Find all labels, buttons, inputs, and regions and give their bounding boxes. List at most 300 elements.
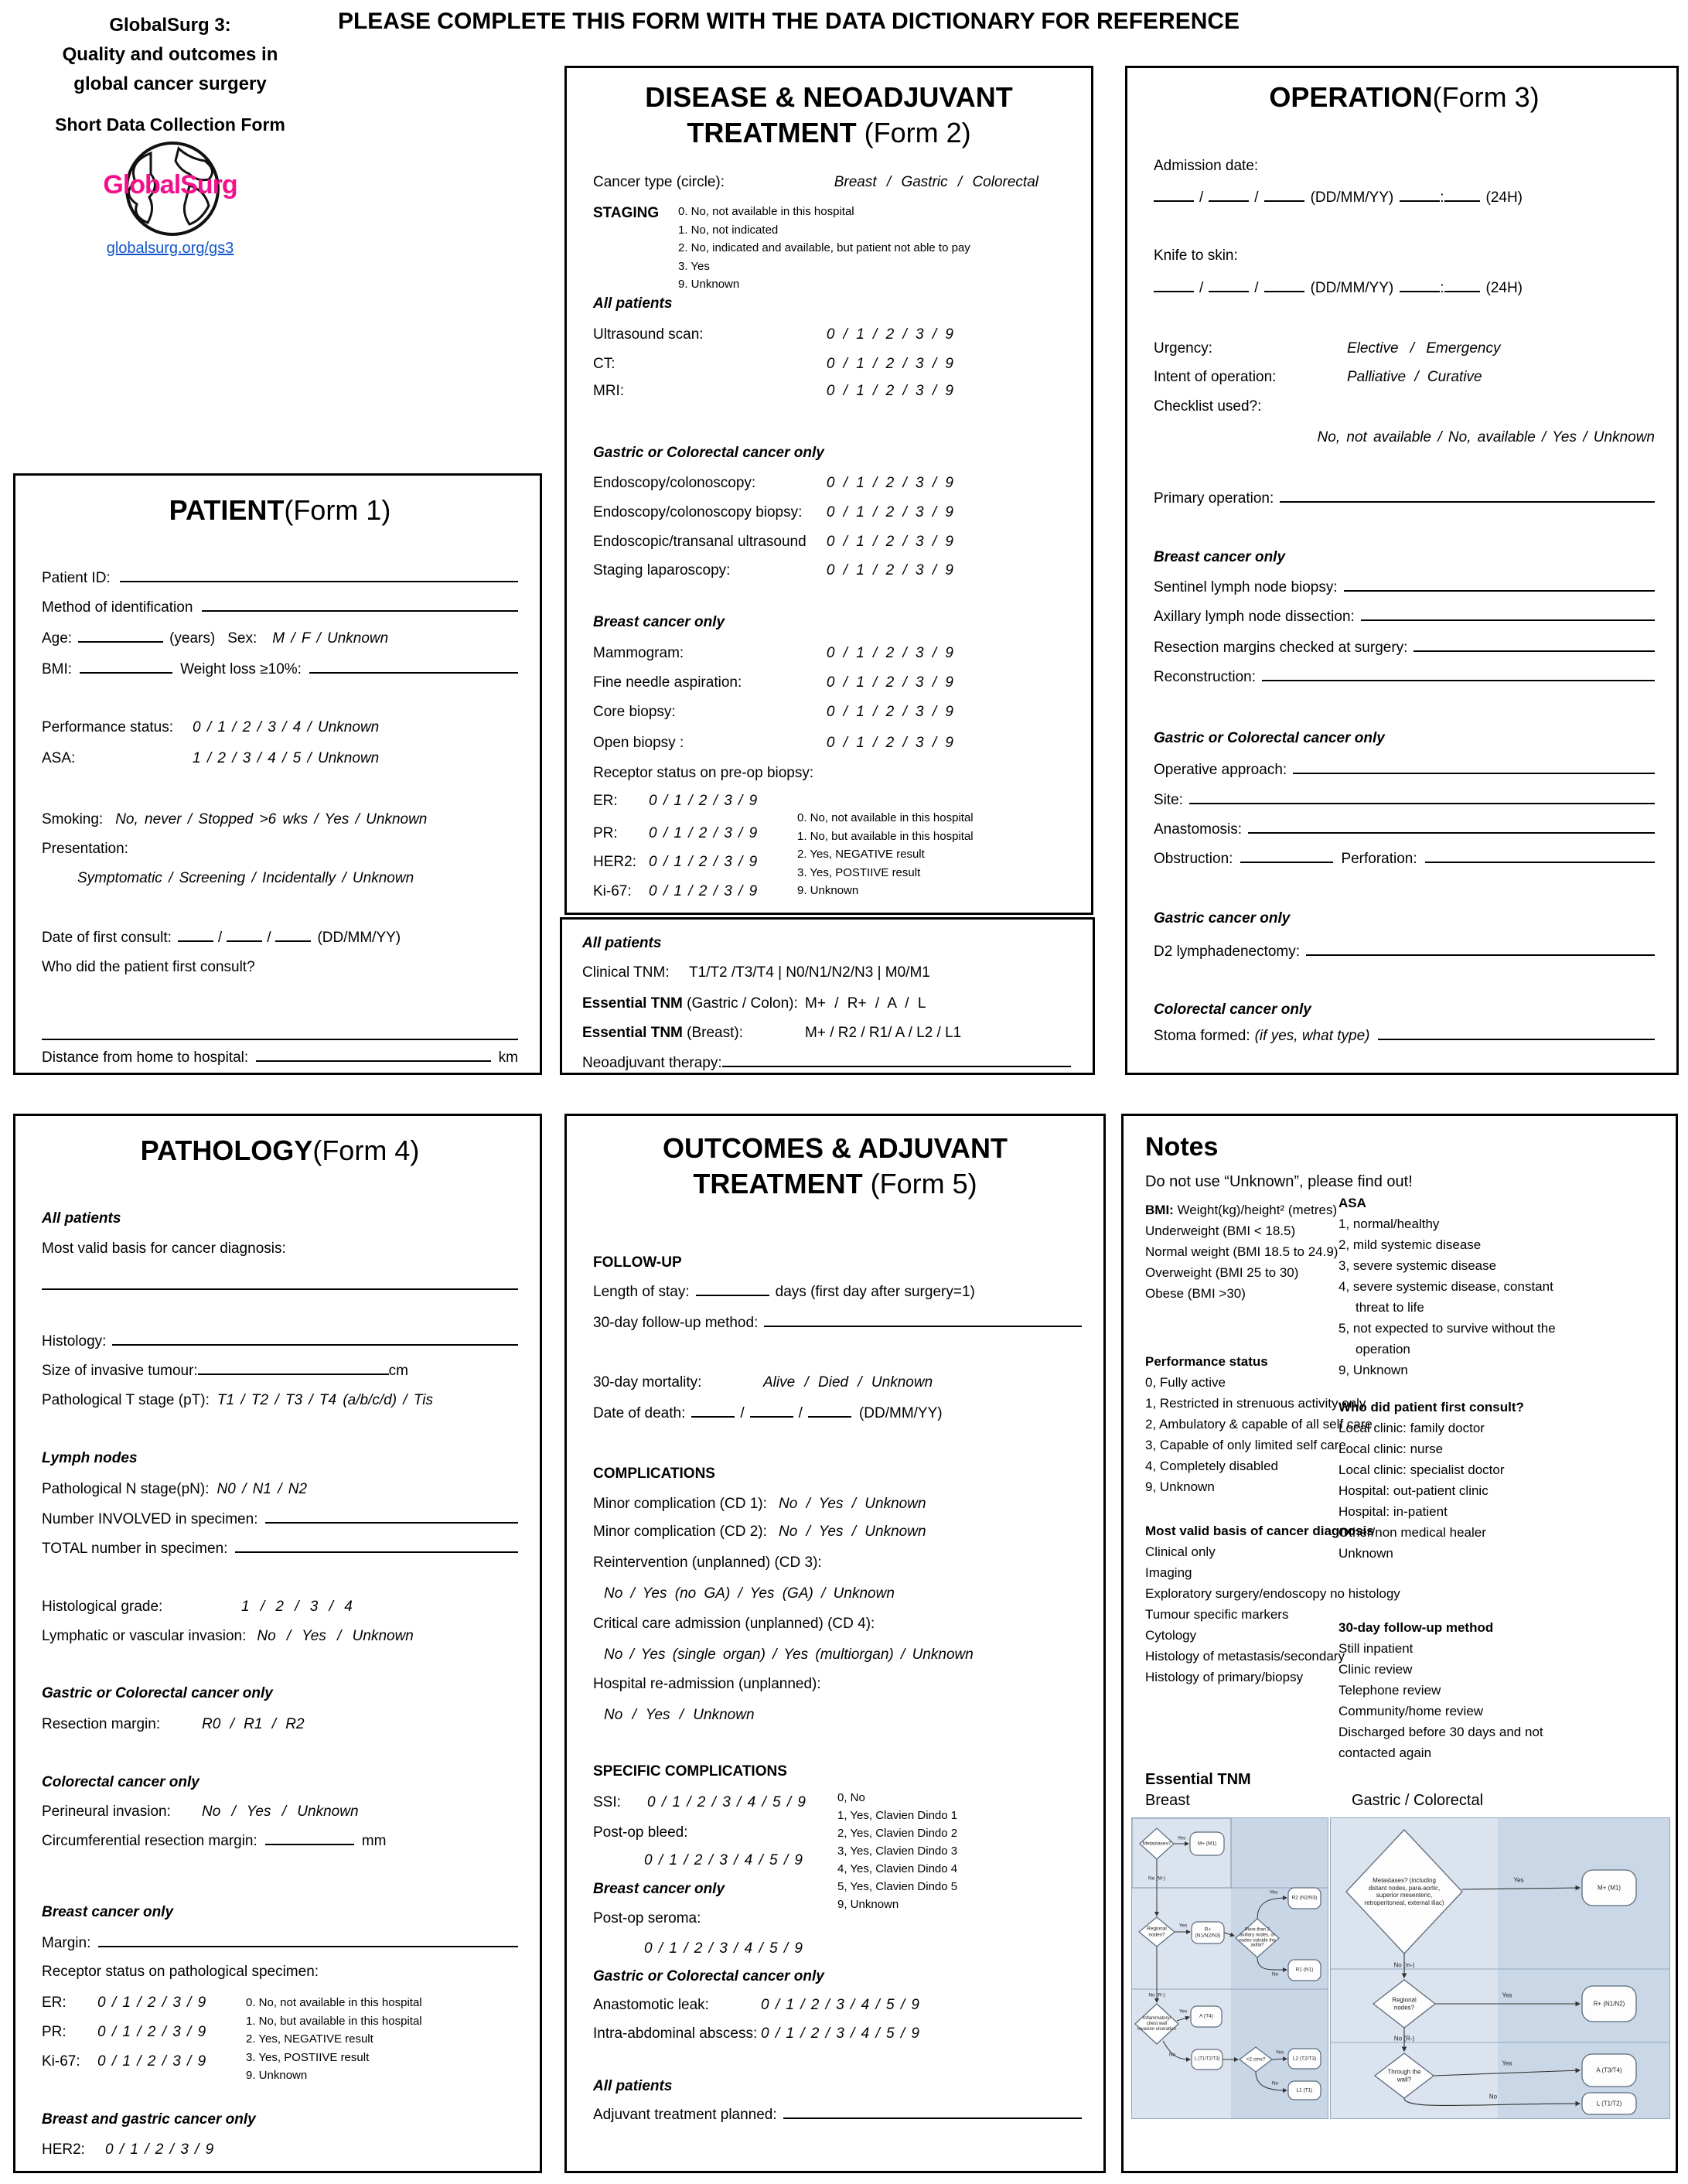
cd2-options[interactable]: No / Yes / Unknown [779,1524,926,1540]
form1-title [42,493,518,527]
death-year-blank[interactable] [808,1406,851,1418]
note-item: 3, severe systemic disease [1338,1258,1497,1273]
admission-hour-blank[interactable] [1400,190,1440,202]
weight-loss-blank[interactable] [309,662,518,674]
cancer-type-row [593,172,1069,193]
date-sep: / [740,1405,745,1421]
age-blank[interactable] [78,631,163,643]
her2-label: HER2: [593,854,636,870]
margins-checked-row [1154,637,1655,659]
neoadjuvant-row [582,1053,1071,1074]
receptor-legend-line: 9. Unknown [246,2069,308,2082]
grade-row [42,1596,518,1618]
perineural-options[interactable]: No / Yes / Unknown [202,1804,359,1820]
form3-gastric-only-header [1154,908,1655,930]
postop-bleed-options[interactable]: 0 / 1 / 2 / 3 / 4 / 5 / 9 [644,1852,803,1868]
reconstruction-blank[interactable] [1262,670,1655,681]
date-format: (DD/MM/YY) [1310,280,1394,296]
receptor-legend-line: 3. Yes, POSTIIVE result [246,2050,370,2064]
breast-q-metastases: Metastases? [1142,1841,1171,1847]
fna-options[interactable]: 0 / 1 / 2 / 3 / 9 [826,674,953,691]
mammogram-label: Mammogram: [593,645,684,661]
clavien-legend-line: 0, No [837,1791,865,1804]
patient-id-blank[interactable] [120,571,518,582]
involved-label: Number INVOLVED in specimen: [42,1511,258,1527]
note-item: Clinic review [1338,1662,1413,1677]
note-item: Hospital: in-patient [1338,1504,1448,1519]
receptor-legend-line: 3. Yes, POSTIIVE result [797,865,921,879]
death-month-blank[interactable] [750,1406,793,1418]
tnm-gastric-label: Gastric / Colorectal [1352,1792,1484,1809]
date-of-death-label: Date of death: [593,1405,686,1421]
endoscopy-biopsy-options[interactable]: 0 / 1 / 2 / 3 / 9 [826,504,953,520]
knife-label: Knife to skin: [1154,247,1238,264]
note-item: Local clinic: specialist doctor [1338,1462,1505,1477]
pr-options[interactable]: 0 / 1 / 2 / 3 / 9 [97,2024,206,2040]
open-biopsy-options[interactable]: 0 / 1 / 2 / 3 / 9 [826,735,953,751]
involved-blank[interactable] [265,1512,518,1524]
knife-date-row [1154,278,1655,299]
ssi-options[interactable]: 0 / 1 / 2 / 3 / 4 / 5 / 9 [647,1794,806,1810]
receptor-legend [797,809,974,900]
breast-result-r2: R2 (N2/N3) [1291,1895,1318,1901]
form5-gastric-header [593,1966,1082,1988]
note-item: Overweight (BMI 25 to 30) [1145,1265,1299,1280]
consult-year-blank[interactable] [275,930,311,942]
length-of-stay-suffix: days (first day after surgery=1) [775,1284,975,1300]
globalsurg-link[interactable]: globalsurg.org/gs3 [106,240,234,257]
breast-q-axillary: More than 3 axillary nodes, or nodes outside the axilla? [1239,1927,1276,1948]
breast-only-label: Breast cancer only [593,1881,725,1897]
ct-label: CT: [593,356,616,372]
time-format: (24H) [1485,280,1523,296]
primary-operation-blank[interactable] [1280,491,1655,503]
essential-tnm-bold: Essential TNM [582,1025,683,1041]
ki67-label: Ki-67: [42,2053,80,2070]
method-row [42,597,518,619]
axillary-row [1154,606,1655,628]
basis-title: Most valid basis of cancer diagnosis [1145,1524,1374,1538]
consult-month-blank[interactable] [227,930,262,942]
tumour-size-row [42,1360,408,1382]
admission-minute-blank[interactable] [1444,190,1480,202]
lvi-label: Lymphatic or vascular invasion: [42,1628,247,1644]
er-options[interactable]: 0 / 1 / 2 / 3 / 9 [649,793,758,809]
histology-blank[interactable] [112,1334,518,1346]
sentinel-row [1154,577,1655,599]
sentinel-blank[interactable] [1344,580,1655,592]
her2-options[interactable]: 0 / 1 / 2 / 3 / 9 [105,2141,214,2158]
note-item: 5, not expected to survive without the operation [1338,1321,1556,1356]
er-label: ER: [42,1995,66,2011]
admission-year-blank[interactable] [1264,190,1304,202]
essential-tnm-bold: Essential TNM [582,995,683,1012]
axillary-blank[interactable] [1361,609,1655,621]
gc-result-r: R+ (N1/N2) [1593,2000,1625,2008]
postop-bleed-label: Post-op bleed: [593,1824,688,1841]
note-item: Imaging [1145,1565,1192,1580]
perineural-row [42,1801,518,1823]
crm-blank[interactable] [265,1834,354,1845]
yes-label: Yes [1178,2008,1188,2015]
form-subtitle: Short Data Collection Form [55,114,285,135]
asa-options[interactable]: 1 / 2 / 3 / 4 / 5 / Unknown [193,750,380,766]
site-label: Site: [1154,792,1184,808]
specific-complications-header [593,1761,1082,1783]
note-item: Tumour specific markers [1145,1607,1289,1622]
all-patients-label: All patients [593,2078,673,2094]
followup-method-blank[interactable] [764,1316,1082,1327]
followup-label: FOLLOW-UP [593,1254,682,1271]
weight-loss-label: Weight loss ≥10%: [180,661,302,677]
title-line-3: global cancer surgery [73,73,267,94]
obstruction-row [1154,848,1655,870]
tumour-size-blank[interactable] [198,1363,389,1375]
cancer-type-label: Cancer type (circle): [593,174,725,190]
approach-blank[interactable] [1293,763,1655,774]
followup-method-row [593,1312,1082,1334]
site-blank[interactable] [1189,793,1655,804]
cd1-row [593,1493,1082,1515]
form4-title [42,1134,518,1168]
note-item: Local clinic: family doctor [1338,1421,1485,1435]
breast-result-m: M+ (M1) [1197,1841,1217,1847]
cd2-row [593,1521,1082,1543]
time-sep: : [1440,189,1444,206]
essential-tnm-gastric-label [582,993,805,1015]
receptor-path-label: Receptor status on pathological specimen: [42,1964,319,1980]
yes-label: Yes [1502,2059,1512,2067]
crm-label: Circumferential resection margin: [42,1833,257,1849]
note-item: Obese (BMI >30) [1145,1286,1246,1301]
presentation-row [42,838,518,860]
anastomosis-blank[interactable] [1248,822,1655,834]
smoking-label: Smoking: [42,811,104,828]
smoking-options[interactable]: No, never / Stopped >6 wks / Yes / Unknown [115,811,428,828]
who-consult-blank[interactable] [42,1029,518,1040]
followup-items [1338,1638,1586,1763]
receptor-legend-line: 2. Yes, NEGATIVE result [246,2032,373,2046]
admission-day-blank[interactable] [1154,190,1194,202]
breast-result-l: L (T1/T2/T3) [1194,2056,1220,2062]
bmi-blank[interactable] [80,662,172,674]
lymph-nodes-label: Lymph nodes [42,1450,138,1466]
histology-label: Histology: [42,1333,107,1350]
no-label: No [1271,2080,1279,2087]
sex-options[interactable]: M / F / Unknown [272,630,389,647]
death-day-blank[interactable] [691,1406,735,1418]
method-label: Method of identification [42,599,193,616]
who-consult-blank-row [42,1029,518,1040]
total-nodes-blank[interactable] [235,1541,518,1553]
length-of-stay-blank[interactable] [696,1285,769,1296]
date-format: (DD/MM/YY) [858,1405,943,1421]
essential-tnm-title: Essential TNM [1145,1771,1251,1788]
cd3-label: Reintervention (unplanned) (CD 3): [593,1554,822,1571]
age-sex-row [42,628,518,650]
bmi-title: BMI: [1145,1203,1174,1217]
date-sep: / [1254,189,1259,206]
resection-margin-options[interactable]: R0 / R1 / R2 [202,1716,305,1732]
panel-operation-form3 [1125,66,1679,1075]
adjuvant-blank[interactable] [783,2107,1082,2119]
staging-legend-line: 9. Unknown [678,278,740,291]
endoscopy-options[interactable]: 0 / 1 / 2 / 3 / 9 [826,475,953,491]
note-item: 1, normal/healthy [1338,1217,1440,1231]
age-label: Age: [42,630,73,647]
note-item: Clinical only [1145,1544,1216,1559]
essential-tnm-gastric-row [582,993,1071,1015]
approach-row [1154,759,1655,781]
cd4-row [593,1613,1082,1635]
date-of-death-row [593,1403,1082,1425]
admission-row [1154,155,1655,177]
note-item: Unknown [1338,1546,1393,1561]
ct-options[interactable]: 0 / 1 / 2 / 3 / 9 [826,356,953,372]
date-sep: / [267,930,271,946]
bmi-def: Weight(kg)/height² (metres) [1177,1203,1338,1217]
checklist-row [1154,396,1655,418]
performance-options[interactable]: 0 / 1 / 2 / 3 / 4 / Unknown [193,719,380,735]
ki67-options[interactable]: 0 / 1 / 2 / 3 / 9 [97,2053,206,2070]
complications-header [593,1463,1082,1485]
followup-header [593,1252,1082,1274]
lymph-nodes-header [42,1448,518,1469]
form4-breast-gastric-header [42,2109,518,2131]
endoscopic-us-row [593,531,1069,553]
yes-label: Yes [1502,1991,1512,1999]
gastric-colorectal-label: Gastric or Colorectal cancer only [593,1968,824,1984]
essential-tnm-breast-options[interactable]: M+ / R2 / R1/ A / L2 / L1 [805,1025,962,1041]
mortality-label: 30-day mortality: [593,1374,702,1391]
mortality-options[interactable]: Alive / Died / Unknown [763,1374,933,1391]
first-consult-label: Date of first consult: [42,930,172,946]
note-item: Other/non medical healer [1338,1525,1486,1540]
asa-label: ASA: [42,750,76,766]
mri-options[interactable]: 0 / 1 / 2 / 3 / 9 [826,383,953,399]
seroma-options[interactable]: 0 / 1 / 2 / 3 / 4 / 5 / 9 [644,1940,803,1957]
no-label: No (M-) [1147,1875,1166,1882]
staging-legend-line: 2. No, indicated and available, but patient not able to pay [678,241,970,254]
involved-row [42,1509,518,1531]
fna-label: Fine needle aspiration: [593,674,742,691]
ultrasound-options[interactable]: 0 / 1 / 2 / 3 / 9 [826,326,953,343]
form5-title-rest: (Form 5) [862,1168,977,1199]
leak-options[interactable]: 0 / 1 / 2 / 3 / 4 / 5 / 9 [761,1997,919,2013]
knife-year-blank[interactable] [1264,281,1304,292]
breast-result-l2: L2 (T2/T3) [1292,2056,1317,2062]
age-suffix: (years) [169,630,216,647]
margin-blank[interactable] [98,1936,518,1947]
colorectal-only-label: Colorectal cancer only [42,1774,199,1790]
pt-stage-row [42,1390,518,1411]
cd1-options[interactable]: No / Yes / Unknown [779,1496,926,1512]
basis-blank[interactable] [42,1278,518,1290]
clinical-tnm-options[interactable]: T1/T2 /T3/T4 | N0/N1/N2/N3 | M0/M1 [689,964,930,981]
logo-wordmark: GlobalSurg [103,170,237,200]
urgency-label: Urgency: [1154,340,1213,357]
patient-id-label: Patient ID: [42,570,111,586]
staging-legend-line: 3. Yes [678,259,710,273]
leak-label: Anastomotic leak: [593,1997,709,2013]
seroma-label: Post-op seroma: [593,1910,701,1926]
perforation-blank[interactable] [1425,851,1655,863]
form3-title [1154,80,1655,114]
method-blank[interactable] [202,600,518,612]
cd4-options[interactable]: No / Yes (single organ) / Yes (multiorgan) / Unknown [604,1647,974,1663]
histology-row [42,1331,518,1353]
lvi-options[interactable]: No / Yes / Unknown [257,1628,414,1644]
stoma-note: (if yes, what type) [1254,1028,1370,1044]
her2-options[interactable]: 0 / 1 / 2 / 3 / 9 [649,854,758,870]
note-item: 9, Unknown [1145,1479,1215,1494]
pn-stage-options[interactable]: N0 / N1 / N2 [217,1481,308,1497]
readmission-label: Hospital re-admission (unplanned): [593,1676,821,1692]
receptor-preop-row [593,763,1069,784]
note-item: 1, Restricted in strenuous activity only [1145,1396,1366,1411]
anastomosis-row [1154,819,1655,841]
urgency-options[interactable]: Elective / Emergency [1347,340,1501,357]
checklist-options-row [1154,427,1655,449]
clinical-tnm-row [582,962,1071,984]
sentinel-label: Sentinel lymph node biopsy: [1154,579,1338,595]
form2-title [567,80,1091,151]
notes-followup-block [1338,1617,1586,1763]
asa-title: ASA [1338,1196,1366,1210]
receptor-legend-line: 1. No, but available in this hospital [246,2014,422,2028]
receptor-legend-line: 0. No, not available in this hospital [246,1996,422,2009]
bmi-row [42,659,518,681]
mammogram-options[interactable]: 0 / 1 / 2 / 3 / 9 [826,645,953,661]
staging-legend [678,203,970,294]
form3-breast-header [1154,547,1655,568]
knife-row [1154,245,1655,267]
grade-options[interactable]: 1 / 2 / 3 / 4 [241,1599,353,1615]
cd1-label: Minor complication (CD 1): [593,1496,767,1512]
followup-title: 30-day follow-up method [1338,1620,1494,1635]
form4-gastric-header [42,1683,518,1705]
stoma-blank[interactable] [1378,1029,1656,1040]
note-item: Community/home review [1338,1704,1484,1718]
study-title [54,11,286,139]
distance-blank[interactable] [256,1050,490,1062]
knife-month-blank[interactable] [1209,281,1249,292]
page-header: PLEASE COMPLETE THIS FORM WITH THE DATA DICTIONARY FOR REFERENCE [337,9,1240,34]
breast-only-label: Breast cancer only [1154,549,1286,565]
d2-blank[interactable] [1306,944,1655,956]
form4-colorectal-header [42,1772,518,1793]
neoadjuvant-blank[interactable] [722,1056,1071,1067]
time-format: (24H) [1485,189,1523,206]
pr-options[interactable]: 0 / 1 / 2 / 3 / 9 [649,825,758,841]
ki67-options[interactable]: 0 / 1 / 2 / 3 / 9 [649,883,758,899]
distance-row [42,1047,518,1069]
admission-month-blank[interactable] [1209,190,1249,202]
pt-stage-options[interactable]: T1 / T2 / T3 / T4 (a/b/c/d) / Tis [217,1392,434,1408]
cd3-options[interactable]: No / Yes (no GA) / Yes (GA) / Unknown [604,1585,895,1602]
adjuvant-label: Adjuvant treatment planned: [593,2107,777,2123]
note-item: Hospital: out-patient clinic [1338,1483,1489,1498]
form4-breast-header [42,1902,518,1923]
intent-options[interactable]: Palliative / Curative [1347,369,1482,385]
note-item: Telephone review [1338,1683,1441,1698]
performance-row [42,717,518,739]
essential-tnm-gastric-options[interactable]: M+ / R+ / A / L [805,995,926,1012]
breast-q-regional: Regional nodes? [1147,1926,1167,1937]
panel-outcomes-form5 [564,1114,1106,2173]
note-item: 4, Completely disabled [1145,1459,1278,1473]
cancer-type-options[interactable]: Breast / Gastric / Colorectal [834,174,1038,190]
core-biopsy-options[interactable]: 0 / 1 / 2 / 3 / 9 [826,704,953,720]
abscess-options[interactable]: 0 / 1 / 2 / 3 / 4 / 5 / 9 [761,2025,919,2042]
staging-label: STAGING [593,205,660,221]
gastric-colorectal-label: Gastric or Colorectal cancer only [42,1685,273,1701]
all-patients-label: All patients [593,295,673,312]
title-line-1: GlobalSurg 3: [109,15,231,36]
gc-q-metastases: Metastases? (including distant nodes, para-aortic, superior mesenteric, retroperitoneal, external iliac) [1364,1877,1444,1906]
basis-blank-row [42,1278,518,1290]
followup-method-label: 30-day follow-up method: [593,1315,759,1331]
clinical-tnm-label: Clinical TNM: [582,964,670,981]
intent-label: Intent of operation: [1154,369,1277,385]
resection-margin-label: Resection margin: [42,1716,161,1732]
knife-hour-blank[interactable] [1400,281,1440,292]
checklist-options[interactable]: No, not available / No, available / Yes / Unknown [1317,429,1655,445]
panel-disease-form2 [564,66,1093,915]
readmission-options[interactable]: No / Yes / Unknown [604,1707,755,1723]
grade-label: Histological grade: [42,1599,163,1615]
fna-row [593,672,1069,694]
receptor-legend [246,1994,422,2085]
breast-result-r1: R1 (N1) [1295,1967,1314,1973]
yes-label: Yes [1269,1889,1278,1896]
her2-label: HER2: [42,2141,85,2158]
core-biopsy-label: Core biopsy: [593,704,676,720]
urgency-row [1154,338,1655,360]
note-item: 2, Ambulatory & capable of all self care [1145,1417,1373,1432]
consult-day-blank[interactable] [178,930,213,942]
er-options[interactable]: 0 / 1 / 2 / 3 / 9 [97,1995,206,2011]
d2-row [1154,941,1655,963]
endoscopic-us-options[interactable]: 0 / 1 / 2 / 3 / 9 [826,534,953,550]
panel-notes [1121,1114,1678,2173]
receptor-legend-line: 9. Unknown [797,884,859,897]
form2-title-rest: (Form 2) [856,117,971,148]
knife-day-blank[interactable] [1154,281,1194,292]
note-item: 3, Capable of only limited self care [1145,1438,1346,1452]
tnm-all-patients-header [582,933,1071,954]
distance-unit: km [498,1049,518,1066]
note-item: Discharged before 30 days and not contacted again [1338,1725,1543,1760]
first-consult-row [42,927,518,949]
open-biopsy-row [593,732,1069,754]
obstruction-blank[interactable] [1240,851,1333,863]
form1-title-bold: PATIENT [169,494,285,526]
receptor-legend-line: 2. Yes, NEGATIVE result [797,848,925,861]
staging-laparoscopy-options[interactable]: 0 / 1 / 2 / 3 / 9 [826,562,953,578]
endoscopy-biopsy-row [593,502,1069,524]
mortality-row [593,1372,1082,1394]
tumour-size-unit: cm [388,1363,408,1379]
note-item: Cytology [1145,1628,1197,1643]
date-sep: / [798,1405,803,1421]
knife-minute-blank[interactable] [1444,281,1480,292]
performance-label: Performance status: [42,719,174,735]
anastomosis-label: Anastomosis: [1154,821,1243,838]
title-line-2: Quality and outcomes in [62,44,278,65]
presentation-options[interactable]: Symptomatic / Screening / Incidentally / Unknown [77,870,414,886]
margins-checked-blank[interactable] [1413,640,1655,652]
